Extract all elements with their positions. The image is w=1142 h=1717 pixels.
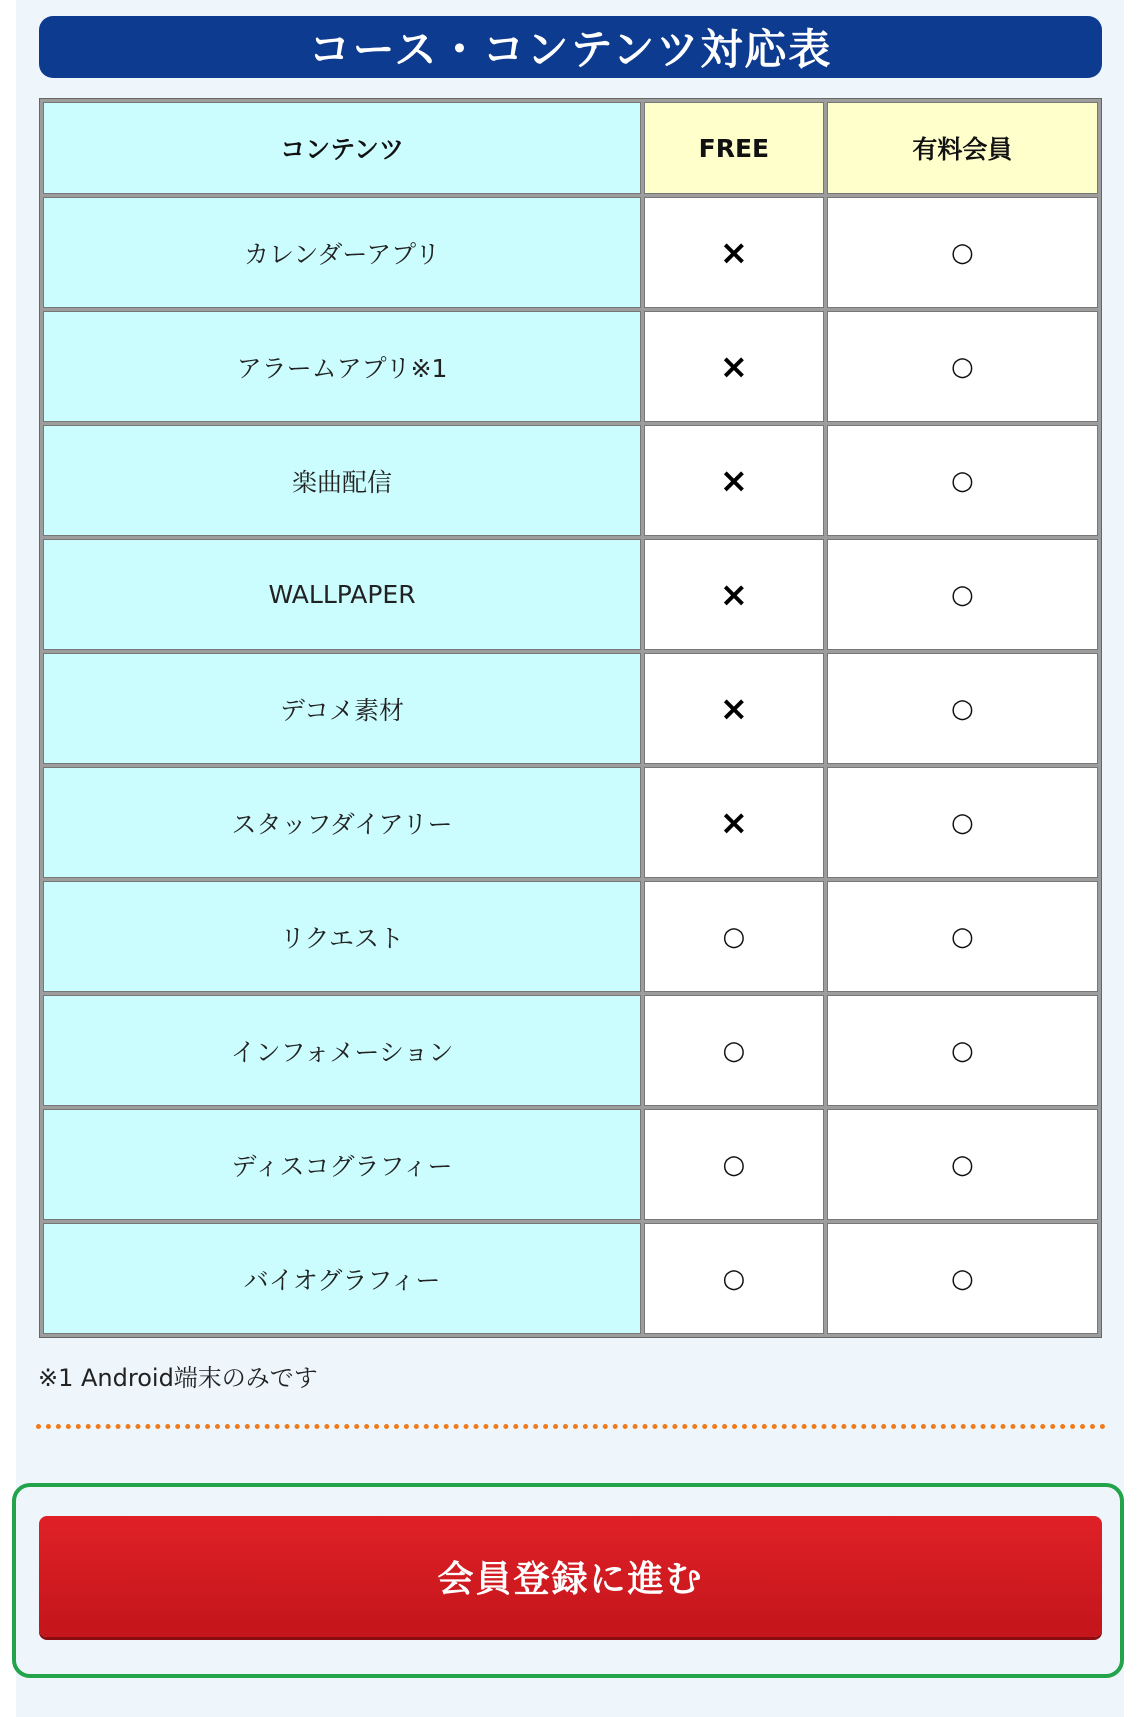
free-availability: × <box>644 425 824 536</box>
content-name: カレンダーアプリ <box>43 197 641 308</box>
section-title: コース・コンテンツ対応表 <box>39 16 1102 78</box>
paid-availability: ○ <box>827 881 1098 992</box>
content-name: リクエスト <box>43 881 641 992</box>
paid-availability: ○ <box>827 767 1098 878</box>
table-row <box>43 767 1098 878</box>
paid-availability: ○ <box>827 653 1098 764</box>
paid-availability: ○ <box>827 1223 1098 1334</box>
table-header-row <box>43 102 1098 194</box>
header-paid: 有料会員 <box>827 102 1098 194</box>
free-availability: × <box>644 653 824 764</box>
free-availability: × <box>644 767 824 878</box>
free-availability: × <box>644 311 824 422</box>
free-availability: ○ <box>644 995 824 1106</box>
free-availability: ○ <box>644 1109 824 1220</box>
table-row <box>43 539 1098 650</box>
content-name: アラームアプリ※1 <box>43 311 641 422</box>
paid-availability: ○ <box>827 539 1098 650</box>
table-row <box>43 1223 1098 1334</box>
content-name: デコメ素材 <box>43 653 641 764</box>
content-name: インフォメーション <box>43 995 641 1106</box>
paid-availability: ○ <box>827 425 1098 536</box>
table-row <box>43 1109 1098 1220</box>
table-row <box>43 425 1098 536</box>
paid-availability: ○ <box>827 311 1098 422</box>
content-name: ディスコグラフィー <box>43 1109 641 1220</box>
footnote: ※1 Android端末のみです <box>38 1364 318 1392</box>
content-name: スタッフダイアリー <box>43 767 641 878</box>
table-row <box>43 197 1098 308</box>
course-content-table <box>39 98 1102 1338</box>
register-button[interactable]: 会員登録に進む <box>39 1516 1102 1637</box>
paid-availability: ○ <box>827 1109 1098 1220</box>
paid-availability: ○ <box>827 995 1098 1106</box>
content-name: バイオグラフィー <box>43 1223 641 1334</box>
header-content: コンテンツ <box>43 102 641 194</box>
dotted-divider <box>36 1424 1106 1429</box>
header-free: FREE <box>644 102 824 194</box>
free-availability: × <box>644 539 824 650</box>
table-row <box>43 995 1098 1106</box>
table-row <box>43 881 1098 992</box>
free-availability: ○ <box>644 881 824 992</box>
table-row <box>43 653 1098 764</box>
free-availability: ○ <box>644 1223 824 1334</box>
paid-availability: ○ <box>827 197 1098 308</box>
table-row <box>43 311 1098 422</box>
content-name: WALLPAPER <box>43 539 641 650</box>
content-name: 楽曲配信 <box>43 425 641 536</box>
free-availability: × <box>644 197 824 308</box>
